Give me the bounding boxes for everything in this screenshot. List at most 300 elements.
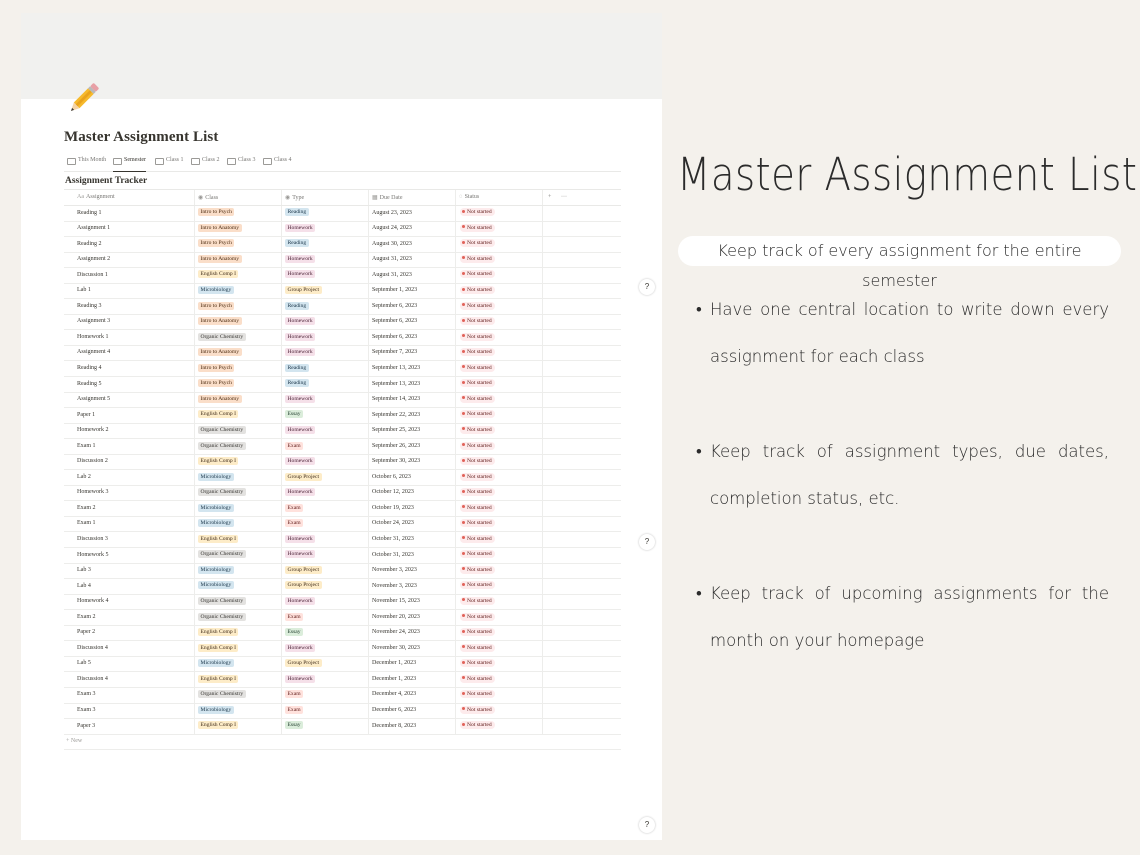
table-icon	[67, 158, 76, 165]
column-header-label: Assignment	[86, 193, 115, 200]
status-dot-icon	[462, 225, 465, 228]
status-badge[interactable]	[460, 519, 495, 527]
status-badge[interactable]	[460, 224, 495, 232]
table-row[interactable]	[64, 470, 621, 486]
status-dot-icon	[462, 661, 465, 664]
status-badge[interactable]	[460, 208, 495, 216]
table-row[interactable]	[64, 517, 621, 533]
type-tag[interactable]: Homework	[285, 395, 315, 403]
assignment-table	[64, 189, 621, 750]
status-dot-icon	[462, 427, 465, 430]
status-badge[interactable]	[460, 721, 495, 729]
class-tag[interactable]: Intro to Anatomy	[198, 395, 242, 403]
class-tag[interactable]: Intro to Psych	[198, 208, 234, 216]
due-date[interactable]: October 31, 2023	[372, 535, 414, 542]
help-label: ?	[644, 820, 650, 829]
type-tag[interactable]: Reading	[285, 302, 309, 310]
assignment-name[interactable]: Discussion 1	[77, 271, 108, 278]
type-tag[interactable]: Homework	[285, 675, 315, 683]
promo-title: Master Assignment List	[677, 148, 1138, 201]
table-icon	[227, 158, 236, 165]
class-tag[interactable]: Intro to Anatomy	[198, 348, 242, 356]
status-label: Not started	[467, 287, 492, 294]
table-row[interactable]	[64, 284, 621, 300]
class-tag[interactable]: English Comp I	[198, 721, 238, 729]
type-tag[interactable]: Homework	[285, 426, 315, 434]
type-tag[interactable]: Essay	[285, 410, 303, 418]
status-label: Not started	[467, 489, 492, 496]
due-date[interactable]: September 14, 2023	[372, 396, 421, 403]
type-tag[interactable]: Group Project	[285, 566, 322, 574]
tab-semester[interactable]	[113, 157, 146, 172]
status-badge[interactable]	[460, 535, 495, 543]
assignment-name[interactable]: Homework 2	[77, 427, 109, 434]
due-date[interactable]: November 24, 2023	[372, 629, 420, 636]
table-row[interactable]	[64, 393, 621, 409]
tab-this-month[interactable]	[67, 157, 106, 171]
status-label: Not started	[467, 349, 492, 356]
class-tag[interactable]: Microbiology	[198, 473, 234, 481]
class-tag[interactable]: Organic Chemistry	[198, 488, 246, 496]
type-tag[interactable]: Homework	[285, 597, 315, 605]
tab-label: This Month	[78, 157, 107, 163]
status-label: Not started	[467, 364, 492, 371]
text-icon: Aa	[77, 193, 84, 200]
type-tag[interactable]: Reading	[285, 364, 309, 372]
table-row[interactable]	[64, 222, 621, 238]
status-badge[interactable]	[460, 550, 495, 558]
table-row[interactable]	[64, 455, 621, 471]
class-tag[interactable]: Microbiology	[198, 286, 234, 294]
assignment-name[interactable]: Lab 1	[77, 287, 91, 294]
assignment-name[interactable]: Homework 3	[77, 489, 109, 496]
assignment-name[interactable]: Discussion 4	[77, 644, 108, 651]
class-tag[interactable]: Microbiology	[198, 566, 234, 574]
status-label: Not started	[467, 302, 492, 309]
due-date[interactable]: August 31, 2023	[372, 256, 412, 263]
select-icon: ◉	[285, 194, 291, 201]
type-tag[interactable]: Group Project	[285, 659, 322, 667]
column-header-class[interactable]	[198, 194, 218, 201]
due-date[interactable]: December 1, 2023	[372, 660, 417, 667]
table-row[interactable]	[64, 672, 621, 688]
page-cover[interactable]	[21, 13, 662, 99]
due-date[interactable]: September 30, 2023	[372, 458, 421, 465]
assignment-name[interactable]: Exam 3	[77, 691, 96, 698]
assignment-name[interactable]: Exam 1	[77, 520, 96, 527]
assignment-name[interactable]: Assignment 2	[77, 256, 111, 263]
table-row[interactable]	[64, 688, 621, 704]
help-button[interactable]	[639, 534, 655, 550]
type-tag[interactable]: Homework	[285, 488, 315, 496]
type-tag[interactable]: Exam	[285, 690, 303, 698]
class-tag[interactable]: Microbiology	[198, 659, 234, 667]
promo-bullet-text: Keep track of upcoming assignments for the month on your homepage	[710, 584, 1109, 650]
table-row[interactable]	[64, 532, 621, 548]
tab-label: Semester	[124, 157, 146, 163]
status-badge[interactable]	[460, 659, 495, 667]
status-badge[interactable]	[460, 333, 495, 341]
assignment-name[interactable]: Homework 4	[77, 598, 109, 605]
type-tag[interactable]: Homework	[285, 550, 315, 558]
status-badge[interactable]	[460, 706, 495, 714]
status-badge[interactable]	[460, 597, 495, 605]
status-badge[interactable]	[460, 457, 495, 465]
class-tag[interactable]: Intro to Psych	[198, 239, 234, 247]
due-date[interactable]: September 7, 2023	[372, 349, 418, 356]
type-tag[interactable]: Homework	[285, 644, 315, 652]
status-badge[interactable]	[460, 581, 495, 589]
class-tag[interactable]: English Comp I	[198, 410, 238, 418]
status-dot-icon	[462, 676, 465, 679]
type-tag[interactable]: Essay	[285, 721, 303, 729]
due-date[interactable]: November 3, 2023	[372, 567, 417, 574]
status-label: Not started	[467, 458, 492, 465]
table-row[interactable]	[64, 408, 621, 424]
class-tag[interactable]: Organic Chemistry	[198, 442, 246, 450]
help-button[interactable]	[639, 817, 655, 833]
table-row[interactable]	[64, 610, 621, 626]
type-tag[interactable]: Reading	[285, 379, 309, 387]
column-header-label: Due Date	[379, 194, 403, 201]
status-badge[interactable]	[460, 690, 495, 698]
assignment-name[interactable]: Reading 4	[77, 364, 102, 371]
assignment-name[interactable]: Lab 3	[77, 567, 91, 574]
due-date[interactable]: September 6, 2023	[372, 318, 418, 325]
help-label: ?	[644, 282, 650, 291]
status-badge[interactable]	[460, 317, 495, 325]
tab-label: Class 3	[238, 157, 256, 163]
table-row[interactable]	[64, 579, 621, 595]
type-tag[interactable]: Group Project	[285, 581, 322, 589]
class-tag[interactable]: Intro to Psych	[198, 302, 234, 310]
type-tag[interactable]: Reading	[285, 208, 309, 216]
status-label: Not started	[467, 333, 492, 340]
table-row[interactable]	[64, 548, 621, 564]
status-label: Not started	[467, 271, 492, 278]
class-tag[interactable]: English Comp I	[198, 675, 238, 683]
status-badge[interactable]	[460, 628, 495, 636]
status-label: Not started	[467, 551, 492, 558]
assignment-name[interactable]: Lab 2	[77, 473, 91, 480]
status-badge[interactable]	[460, 442, 495, 450]
column-header-type[interactable]	[285, 194, 304, 201]
status-label: Not started	[467, 442, 492, 449]
assignment-name[interactable]: Homework 5	[77, 551, 109, 558]
status-label: Not started	[467, 411, 492, 418]
class-tag[interactable]: Microbiology	[198, 504, 234, 512]
assignment-name[interactable]: Reading 5	[77, 380, 102, 387]
due-date[interactable]: September 25, 2023	[372, 427, 421, 434]
column-header-status[interactable]	[459, 194, 479, 200]
status-dot-icon	[462, 272, 465, 275]
type-tag[interactable]: Exam	[285, 706, 303, 714]
table-row[interactable]	[64, 346, 621, 362]
tab-class-2[interactable]	[191, 157, 220, 171]
column-header-assignment[interactable]	[77, 194, 115, 200]
assignment-name[interactable]: Exam 3	[77, 707, 96, 713]
table-row[interactable]	[64, 595, 621, 611]
assignment-name[interactable]: Exam 2	[77, 504, 96, 511]
status-dot-icon	[462, 707, 465, 710]
due-date[interactable]: December 1, 2023	[372, 675, 417, 682]
status-badge[interactable]	[460, 675, 495, 683]
table-row[interactable]	[64, 564, 621, 580]
status-label: Not started	[467, 706, 492, 713]
promo-bullet-text: Have one central location to write down every assignment for each class	[710, 300, 1109, 366]
status-label: Not started	[467, 473, 492, 480]
column-header-label: Type	[292, 194, 305, 201]
status-badge[interactable]	[460, 426, 495, 434]
type-tag[interactable]: Group Project	[285, 473, 322, 481]
class-tag[interactable]: Intro to Psych	[198, 379, 234, 387]
status-badge[interactable]	[460, 270, 495, 278]
table-row[interactable]	[64, 377, 621, 393]
type-tag[interactable]: Group Project	[285, 286, 322, 294]
class-tag[interactable]: Organic Chemistry	[198, 426, 246, 434]
assignment-name[interactable]: Discussion 3	[77, 535, 108, 542]
due-date[interactable]: November 15, 2023	[372, 598, 420, 605]
due-date[interactable]: August 24, 2023	[372, 225, 412, 232]
status-dot-icon	[462, 567, 465, 570]
status-badge[interactable]	[460, 566, 495, 574]
class-tag[interactable]: English Comp I	[198, 628, 238, 636]
class-tag[interactable]: Organic Chemistry	[198, 613, 246, 621]
status-badge[interactable]	[460, 239, 495, 247]
status-label: Not started	[467, 426, 492, 433]
status-badge[interactable]	[460, 473, 495, 481]
assignment-name[interactable]: Lab 5	[77, 660, 91, 667]
status-dot-icon	[462, 350, 465, 353]
due-date[interactable]: October 24, 2023	[372, 520, 414, 527]
due-date[interactable]: October 19, 2023	[372, 504, 414, 511]
table-row[interactable]	[64, 253, 621, 269]
tab-class-1[interactable]	[155, 157, 184, 171]
status-badge[interactable]	[460, 644, 495, 652]
class-tag[interactable]: Microbiology	[198, 706, 234, 714]
database-title[interactable]: Assignment Tracker	[65, 176, 148, 186]
type-tag[interactable]: Homework	[285, 535, 315, 543]
promo-bullet: • Have one central location to write down every assignment for each class	[696, 286, 1109, 380]
status-dot-icon	[462, 381, 465, 384]
status-dot-icon	[462, 365, 465, 368]
class-tag[interactable]: Organic Chemistry	[198, 690, 246, 698]
due-date[interactable]: September 26, 2023	[372, 442, 421, 449]
status-label: Not started	[467, 582, 492, 589]
column-header-label: Class	[205, 194, 219, 201]
due-date[interactable]: August 31, 2023	[372, 271, 412, 278]
due-date[interactable]: September 13, 2023	[372, 380, 421, 387]
table-row[interactable]	[64, 361, 621, 377]
status-badge[interactable]	[460, 255, 495, 263]
calendar-icon: ▦	[372, 194, 378, 201]
class-tag[interactable]: Intro to Anatomy	[198, 224, 242, 232]
help-button[interactable]	[639, 279, 655, 295]
due-date[interactable]: October 6, 2023	[372, 473, 411, 480]
type-tag[interactable]: Exam	[285, 442, 303, 450]
assignment-name[interactable]: Discussion 2	[77, 458, 108, 465]
column-header-label: Status	[464, 193, 480, 200]
status-label: Not started	[467, 395, 492, 402]
due-date[interactable]: September 22, 2023	[372, 411, 421, 418]
class-tag[interactable]: Organic Chemistry	[198, 597, 246, 605]
assignment-name[interactable]: Exam 1	[77, 442, 96, 449]
status-badge[interactable]	[460, 364, 495, 372]
table-row[interactable]	[64, 206, 621, 222]
status-dot-icon	[462, 583, 465, 586]
add-column-button[interactable]: +	[548, 193, 552, 200]
type-tag[interactable]: Essay	[285, 628, 303, 636]
assignment-name[interactable]: Homework 1	[77, 333, 109, 340]
tab-label: Class 4	[274, 157, 292, 163]
type-tag[interactable]: Homework	[285, 333, 315, 341]
table-row[interactable]	[64, 299, 621, 315]
status-badge[interactable]	[460, 302, 495, 310]
due-date[interactable]: November 30, 2023	[372, 644, 420, 651]
table-icon	[113, 158, 122, 165]
column-header-due-date[interactable]	[372, 194, 403, 201]
assignment-name[interactable]: Paper 1	[77, 411, 96, 418]
tab-class-3[interactable]	[227, 157, 256, 171]
type-tag[interactable]: Reading	[285, 239, 309, 247]
status-dot-icon	[462, 505, 465, 508]
type-tag[interactable]: Homework	[285, 317, 315, 325]
tab-class-4[interactable]	[263, 157, 292, 171]
status-dot-icon	[462, 692, 465, 695]
table-row[interactable]	[64, 268, 621, 284]
due-date[interactable]: December 6, 2023	[372, 707, 417, 713]
more-options-button[interactable]: ···	[561, 193, 567, 200]
status-label: Not started	[467, 380, 492, 387]
type-tag[interactable]: Exam	[285, 504, 303, 512]
due-date[interactable]: October 12, 2023	[372, 489, 414, 496]
due-date[interactable]: November 20, 2023	[372, 613, 420, 620]
table-row[interactable]	[64, 657, 621, 673]
class-tag[interactable]: English Comp I	[198, 457, 238, 465]
due-date[interactable]: September 6, 2023	[372, 302, 418, 309]
status-label: Not started	[467, 318, 492, 325]
assignment-name[interactable]: Reading 1	[77, 209, 102, 216]
type-tag[interactable]: Homework	[285, 224, 315, 232]
status-label: Not started	[467, 504, 492, 511]
status-badge[interactable]	[460, 613, 495, 621]
table-row[interactable]	[64, 237, 621, 253]
type-tag[interactable]: Homework	[285, 457, 315, 465]
due-date[interactable]: August 30, 2023	[372, 240, 412, 247]
status-badge[interactable]	[460, 488, 495, 496]
status-dot-icon	[462, 474, 465, 477]
class-tag[interactable]: Intro to Psych	[198, 364, 234, 372]
status-badge[interactable]	[460, 286, 495, 294]
status-dot-icon	[462, 443, 465, 446]
assignment-name[interactable]: Assignment 3	[77, 318, 111, 325]
table-row[interactable]	[64, 315, 621, 331]
due-date[interactable]: December 8, 2023	[372, 722, 417, 729]
class-tag[interactable]: Organic Chemistry	[198, 550, 246, 558]
new-row-button[interactable]	[64, 735, 621, 750]
table-row[interactable]	[64, 501, 621, 517]
table-header	[64, 189, 621, 206]
status-badge[interactable]	[460, 379, 495, 387]
assignment-name[interactable]: Assignment 4	[77, 349, 111, 356]
class-tag[interactable]: English Comp I	[198, 270, 238, 278]
status-badge[interactable]	[460, 504, 495, 512]
assignment-name[interactable]: Paper 3	[77, 722, 96, 729]
status-badge[interactable]	[460, 395, 495, 403]
due-date[interactable]: September 13, 2023	[372, 364, 421, 371]
due-date[interactable]: September 1, 2023	[372, 287, 418, 294]
type-tag[interactable]: Homework	[285, 270, 315, 278]
type-tag[interactable]: Exam	[285, 613, 303, 621]
status-badge[interactable]	[460, 348, 495, 356]
assignment-name[interactable]: Exam 2	[77, 613, 96, 620]
status-label: Not started	[467, 597, 492, 604]
type-tag[interactable]: Homework	[285, 348, 315, 356]
status-label: Not started	[467, 691, 492, 698]
type-tag[interactable]: Homework	[285, 255, 315, 263]
tab-label: Class 2	[202, 157, 220, 163]
page-title: Master Assignment List	[64, 129, 219, 145]
status-dot-icon	[462, 645, 465, 648]
table-row[interactable]	[64, 626, 621, 642]
table-row[interactable]	[64, 486, 621, 502]
assignment-name[interactable]: Lab 4	[77, 582, 91, 589]
class-tag[interactable]: Microbiology	[198, 581, 234, 589]
table-row[interactable]	[64, 424, 621, 440]
assignment-name[interactable]: Assignment 5	[77, 396, 111, 403]
assignment-name[interactable]: Reading 3	[77, 302, 102, 309]
table-row[interactable]	[64, 719, 621, 735]
due-date[interactable]: November 3, 2023	[372, 582, 417, 589]
assignment-name[interactable]: Discussion 4	[77, 675, 108, 682]
class-tag[interactable]: Intro to Anatomy	[198, 255, 242, 263]
status-dot-icon	[462, 598, 465, 601]
table-row[interactable]	[64, 641, 621, 657]
assignment-name[interactable]: Assignment 1	[77, 225, 111, 232]
status-label: Not started	[467, 566, 492, 573]
type-tag[interactable]: Exam	[285, 519, 303, 527]
table-row[interactable]	[64, 439, 621, 455]
status-badge[interactable]	[460, 410, 495, 418]
due-date[interactable]: August 23, 2023	[372, 209, 412, 216]
status-dot-icon	[462, 412, 465, 415]
class-tag[interactable]: Intro to Anatomy	[198, 317, 242, 325]
class-tag[interactable]: Microbiology	[198, 519, 234, 527]
table-icon	[155, 158, 164, 165]
status-label: Not started	[467, 722, 492, 729]
status-label: Not started	[467, 675, 492, 682]
class-tag[interactable]: English Comp I	[198, 644, 238, 652]
new-row-label: + New	[66, 737, 83, 744]
table-row[interactable]	[64, 704, 621, 720]
status-dot-icon	[462, 630, 465, 633]
notion-page	[21, 13, 662, 840]
class-tag[interactable]: Organic Chemistry	[198, 333, 246, 341]
assignment-name[interactable]: Paper 2	[77, 629, 96, 636]
due-date[interactable]: September 6, 2023	[372, 333, 418, 340]
pencil-icon[interactable]	[63, 79, 103, 119]
table-row[interactable]	[64, 330, 621, 346]
due-date[interactable]: December 4, 2023	[372, 691, 417, 698]
due-date[interactable]: October 31, 2023	[372, 551, 414, 558]
status-icon: ◌	[459, 193, 463, 200]
class-tag[interactable]: English Comp I	[198, 535, 238, 543]
status-label: Not started	[467, 644, 492, 651]
assignment-name[interactable]: Reading 2	[77, 240, 102, 247]
status-dot-icon	[462, 521, 465, 524]
select-icon: ◉	[198, 194, 204, 201]
status-dot-icon	[462, 614, 465, 617]
